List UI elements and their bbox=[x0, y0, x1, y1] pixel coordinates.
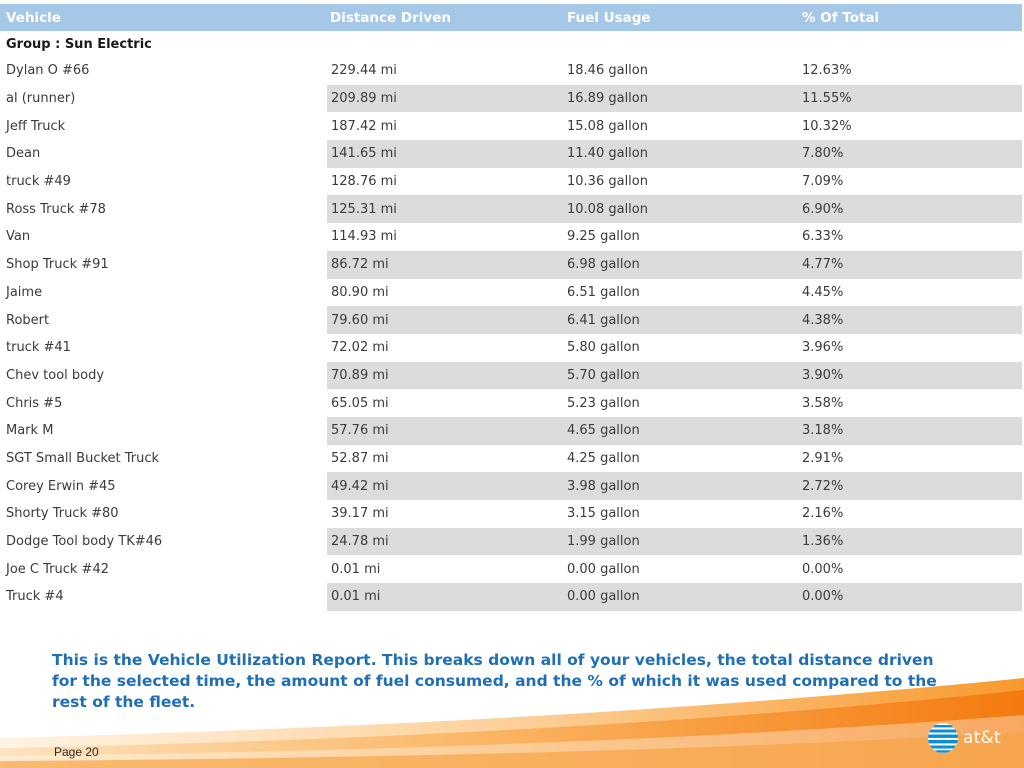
vehicle-cell: Jaime bbox=[6, 284, 43, 300]
table-row bbox=[0, 417, 1022, 445]
vehicle-cell: truck #49 bbox=[6, 174, 71, 190]
distance-cell: 79.60 mi bbox=[326, 306, 563, 334]
vehicle-cell: Dylan O #66 bbox=[6, 63, 90, 79]
vehicle-cell: Van bbox=[6, 229, 31, 245]
percent-cell: 2.91% bbox=[802, 450, 844, 466]
table-row bbox=[0, 528, 1022, 556]
percent-cell: 6.33% bbox=[802, 229, 844, 245]
vehicle-cell: Dodge Tool body TK#46 bbox=[6, 534, 163, 550]
percent-cell: 6.90% bbox=[798, 195, 1022, 223]
percent-cell: 11.55% bbox=[798, 85, 1022, 113]
percent-cell: 0.00% bbox=[798, 583, 1022, 611]
percent-cell: 4.45% bbox=[802, 284, 844, 300]
fuel-cell: 1.99 gallon bbox=[563, 528, 798, 556]
percent-cell: 3.18% bbox=[798, 417, 1022, 445]
table-row bbox=[0, 445, 1022, 473]
fuel-cell: 5.80 gallon bbox=[567, 340, 640, 356]
vehicle-cell: al (runner) bbox=[6, 91, 76, 107]
distance-cell: 0.01 mi bbox=[326, 555, 563, 583]
distance-cell: 24.78 mi bbox=[326, 528, 563, 556]
brand-logo bbox=[927, 720, 1007, 756]
distance-cell: 125.31 mi bbox=[326, 195, 563, 223]
distance-cell: 209.89 mi bbox=[326, 85, 563, 113]
table-row bbox=[0, 306, 1022, 334]
distance-cell: 114.93 mi bbox=[326, 223, 563, 251]
vehicle-cell: Robert bbox=[6, 312, 50, 328]
table-row bbox=[0, 389, 1022, 417]
vehicle-cell: Dean bbox=[6, 146, 41, 162]
fuel-cell: 9.25 gallon bbox=[567, 229, 640, 245]
vehicle-cell: Shop Truck #91 bbox=[6, 257, 109, 273]
distance-cell: 49.42 mi bbox=[326, 472, 563, 500]
percent-cell: 7.09% bbox=[802, 174, 844, 190]
table-row bbox=[0, 583, 1022, 611]
fuel-cell: 11.40 gallon bbox=[563, 140, 798, 168]
table-row bbox=[0, 195, 1022, 223]
fuel-cell: 5.23 gallon bbox=[567, 395, 640, 411]
distance-cell: 128.76 mi bbox=[326, 168, 563, 196]
fuel-cell: 15.08 gallon bbox=[567, 118, 648, 134]
fuel-cell: 0.00 gallon bbox=[563, 583, 798, 611]
fuel-cell: 3.15 gallon bbox=[567, 506, 640, 522]
distance-cell: 65.05 mi bbox=[326, 389, 563, 417]
vehicle-cell: Shorty Truck #80 bbox=[6, 506, 119, 522]
table-row bbox=[0, 85, 1022, 113]
vehicle-cell: Jeff Truck bbox=[6, 118, 66, 134]
vehicle-cell: Chev tool body bbox=[6, 367, 105, 383]
vehicle-utilization-table bbox=[0, 4, 1022, 611]
header-fuel: Fuel Usage bbox=[563, 4, 798, 31]
percent-cell: 3.90% bbox=[798, 362, 1022, 390]
table-header-row bbox=[0, 4, 1022, 31]
vehicle-cell: Chris #5 bbox=[6, 395, 63, 411]
fuel-cell: 6.51 gallon bbox=[567, 284, 640, 300]
header-percent: % Of Total bbox=[798, 4, 1022, 31]
table-row bbox=[0, 472, 1022, 500]
group-row bbox=[0, 31, 1022, 57]
percent-cell: 2.72% bbox=[798, 472, 1022, 500]
vehicle-cell: Joe C Truck #42 bbox=[6, 561, 109, 577]
header-distance: Distance Driven bbox=[326, 4, 563, 31]
table-row bbox=[0, 279, 1022, 307]
distance-cell: 52.87 mi bbox=[326, 445, 563, 473]
vehicle-cell: truck #41 bbox=[6, 340, 71, 356]
fuel-cell: 6.98 gallon bbox=[563, 251, 798, 279]
vehicle-cell: Truck #4 bbox=[6, 589, 64, 605]
percent-cell: 3.96% bbox=[802, 340, 844, 356]
percent-cell: 0.00% bbox=[802, 561, 844, 577]
header-vehicle: Vehicle bbox=[0, 4, 326, 31]
table-row bbox=[0, 362, 1022, 390]
percent-cell: 3.58% bbox=[802, 395, 844, 411]
percent-cell: 4.38% bbox=[798, 306, 1022, 334]
brand-name: at&t bbox=[963, 728, 1001, 748]
distance-cell: 187.42 mi bbox=[326, 112, 563, 140]
distance-cell: 80.90 mi bbox=[326, 279, 563, 307]
distance-cell: 86.72 mi bbox=[326, 251, 563, 279]
fuel-cell: 3.98 gallon bbox=[563, 472, 798, 500]
table-row bbox=[0, 500, 1022, 528]
table-row bbox=[0, 112, 1022, 140]
distance-cell: 57.76 mi bbox=[326, 417, 563, 445]
fuel-cell: 16.89 gallon bbox=[563, 85, 798, 113]
distance-cell: 229.44 mi bbox=[326, 57, 563, 85]
fuel-cell: 4.25 gallon bbox=[567, 450, 640, 466]
fuel-cell: 4.65 gallon bbox=[563, 417, 798, 445]
distance-cell: 141.65 mi bbox=[326, 140, 563, 168]
fuel-cell: 6.41 gallon bbox=[563, 306, 798, 334]
table-row bbox=[0, 140, 1022, 168]
report-caption: This is the Vehicle Utilization Report. This breaks down all of your vehicles, the total distance driven for the selected time, the amount of fuel consumed, and the % of which it was used compared to the rest of the fleet. bbox=[52, 651, 937, 711]
table-row bbox=[0, 555, 1022, 583]
table-row bbox=[0, 223, 1022, 251]
table-row bbox=[0, 251, 1022, 279]
table-row bbox=[0, 334, 1022, 362]
percent-cell: 12.63% bbox=[802, 63, 852, 79]
vehicle-cell: SGT Small Bucket Truck bbox=[6, 450, 160, 466]
table-row bbox=[0, 57, 1022, 85]
distance-cell: 70.89 mi bbox=[326, 362, 563, 390]
percent-cell: 10.32% bbox=[802, 118, 852, 134]
att-globe-icon bbox=[927, 722, 959, 754]
fuel-cell: 18.46 gallon bbox=[567, 63, 648, 79]
fuel-cell: 10.36 gallon bbox=[567, 174, 648, 190]
fuel-cell: 0.00 gallon bbox=[567, 561, 640, 577]
group-label: Group : Sun Electric bbox=[6, 36, 152, 52]
percent-cell: 2.16% bbox=[802, 506, 844, 522]
fuel-cell: 5.70 gallon bbox=[563, 362, 798, 390]
vehicle-cell: Corey Erwin #45 bbox=[6, 478, 116, 494]
fuel-cell: 10.08 gallon bbox=[563, 195, 798, 223]
percent-cell: 7.80% bbox=[798, 140, 1022, 168]
distance-cell: 39.17 mi bbox=[326, 500, 563, 528]
distance-cell: 0.01 mi bbox=[326, 583, 563, 611]
table-row bbox=[0, 168, 1022, 196]
percent-cell: 4.77% bbox=[798, 251, 1022, 279]
vehicle-cell: Ross Truck #78 bbox=[6, 201, 106, 217]
vehicle-cell: Mark M bbox=[6, 423, 54, 439]
page-number: Page 20 bbox=[54, 745, 99, 759]
distance-cell: 72.02 mi bbox=[326, 334, 563, 362]
percent-cell: 1.36% bbox=[798, 528, 1022, 556]
